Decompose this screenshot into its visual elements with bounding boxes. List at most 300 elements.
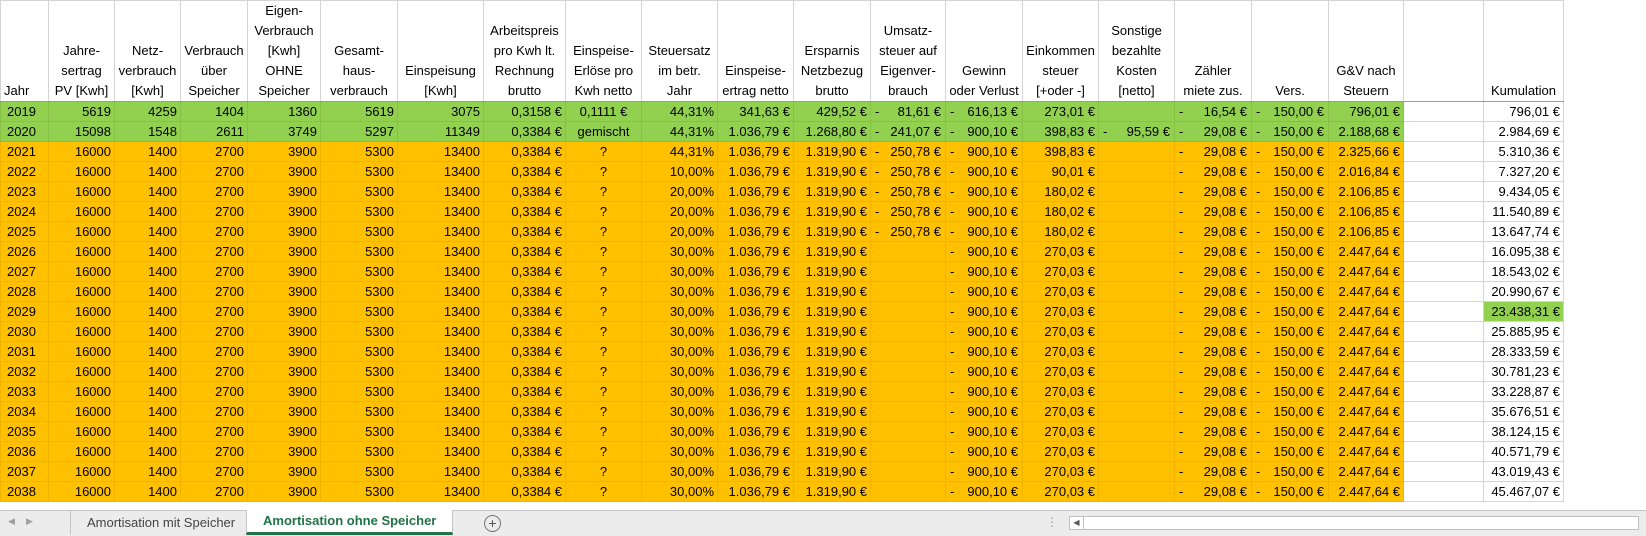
column-header[interactable]: Zähler miete zus.	[1175, 1, 1252, 102]
table-cell[interactable]	[1175, 122, 1252, 142]
table-cell[interactable]: 13400	[398, 442, 484, 462]
table-cell[interactable]: 1.268,80 €	[794, 122, 871, 142]
table-cell[interactable]: 2700	[181, 322, 248, 342]
cumulation-cell[interactable]: 30.781,23 €	[1484, 362, 1564, 382]
table-cell[interactable]: 1.319,90 €	[794, 402, 871, 422]
table-cell[interactable]: 1.036,79 €	[718, 262, 794, 282]
table-cell[interactable]: 13400	[398, 142, 484, 162]
cumulation-cell[interactable]: 2.984,69 €	[1484, 122, 1564, 142]
table-cell[interactable]	[946, 142, 1023, 162]
table-cell[interactable]: 1.036,79 €	[718, 242, 794, 262]
table-cell[interactable]	[871, 342, 946, 362]
table-cell[interactable]: 398,83 €	[1023, 142, 1099, 162]
table-cell[interactable]: 13400	[398, 342, 484, 362]
table-cell[interactable]: 13400	[398, 422, 484, 442]
table-cell[interactable]	[946, 102, 1023, 122]
year-cell[interactable]: 2034	[1, 402, 49, 422]
table-cell[interactable]: 1.036,79 €	[718, 362, 794, 382]
cumulation-cell[interactable]: 35.676,51 €	[1484, 402, 1564, 422]
table-cell[interactable]: 13400	[398, 322, 484, 342]
table-cell[interactable]	[1404, 402, 1484, 422]
table-cell[interactable]: 5300	[321, 302, 398, 322]
table-cell[interactable]: 3900	[248, 482, 321, 502]
cumulation-cell[interactable]: 796,01 €	[1484, 102, 1564, 122]
table-cell[interactable]: 1.036,79 €	[718, 182, 794, 202]
table-cell[interactable]	[871, 422, 946, 442]
table-cell[interactable]: 13400	[398, 362, 484, 382]
table-cell[interactable]: 16000	[49, 162, 115, 182]
tab-amortisation-mit-speicher[interactable]: Amortisation mit Speicher	[70, 511, 252, 535]
table-cell[interactable]: 1.036,79 €	[718, 322, 794, 342]
table-cell[interactable]	[871, 282, 946, 302]
table-cell[interactable]: 2.447,64 €	[1329, 362, 1404, 382]
table-cell[interactable]: 429,52 €	[794, 102, 871, 122]
table-cell[interactable]: 15098	[49, 122, 115, 142]
table-cell[interactable]: 0,3384 €	[484, 362, 566, 382]
table-cell[interactable]	[1175, 282, 1252, 302]
cumulation-cell[interactable]: 33.228,87 €	[1484, 382, 1564, 402]
table-cell[interactable]: 5300	[321, 322, 398, 342]
table-cell[interactable]	[1175, 462, 1252, 482]
table-cell[interactable]	[1099, 162, 1175, 182]
table-cell[interactable]	[1252, 442, 1329, 462]
table-cell[interactable]: 5297	[321, 122, 398, 142]
table-cell[interactable]: 1.319,90 €	[794, 422, 871, 442]
table-cell[interactable]: 16000	[49, 482, 115, 502]
table-cell[interactable]: ?	[566, 322, 642, 342]
table-cell[interactable]	[1404, 382, 1484, 402]
table-cell[interactable]: 16000	[49, 202, 115, 222]
table-cell[interactable]	[871, 442, 946, 462]
table-cell[interactable]	[946, 382, 1023, 402]
table-cell[interactable]: 5619	[49, 102, 115, 122]
table-cell[interactable]: 0,3158 €	[484, 102, 566, 122]
table-cell[interactable]: 13400	[398, 202, 484, 222]
table-cell[interactable]: 1400	[115, 282, 181, 302]
table-cell[interactable]: 1.319,90 €	[794, 162, 871, 182]
table-cell[interactable]: 0,3384 €	[484, 302, 566, 322]
table-cell[interactable]: 5300	[321, 382, 398, 402]
table-cell[interactable]: 2.447,64 €	[1329, 382, 1404, 402]
table-cell[interactable]	[871, 102, 946, 122]
column-header[interactable]: G&V nach Steuern	[1329, 1, 1404, 102]
table-cell[interactable]	[871, 482, 946, 502]
table-cell[interactable]: 16000	[49, 402, 115, 422]
table-cell[interactable]: 30,00%	[642, 362, 718, 382]
table-cell[interactable]: 3900	[248, 242, 321, 262]
table-cell[interactable]: 1.319,90 €	[794, 202, 871, 222]
table-cell[interactable]: 2700	[181, 402, 248, 422]
table-cell[interactable]	[1099, 302, 1175, 322]
column-header[interactable]: Vers.	[1252, 1, 1329, 102]
year-cell[interactable]: 2026	[1, 242, 49, 262]
cumulation-cell[interactable]: 11.540,89 €	[1484, 202, 1564, 222]
table-cell[interactable]	[1252, 262, 1329, 282]
table-cell[interactable]: 2700	[181, 242, 248, 262]
table-cell[interactable]	[1404, 482, 1484, 502]
table-cell[interactable]	[1175, 422, 1252, 442]
table-cell[interactable]: 16000	[49, 322, 115, 342]
table-cell[interactable]	[871, 262, 946, 282]
table-cell[interactable]: 180,02 €	[1023, 182, 1099, 202]
table-cell[interactable]: 2.447,64 €	[1329, 342, 1404, 362]
cumulation-cell[interactable]: 40.571,79 €	[1484, 442, 1564, 462]
table-cell[interactable]	[1099, 322, 1175, 342]
table-cell[interactable]	[1099, 422, 1175, 442]
year-cell[interactable]: 2029	[1, 302, 49, 322]
table-cell[interactable]: 2.447,64 €	[1329, 322, 1404, 342]
table-cell[interactable]: 180,02 €	[1023, 202, 1099, 222]
table-cell[interactable]	[946, 442, 1023, 462]
table-cell[interactable]	[1175, 402, 1252, 422]
table-cell[interactable]: 13400	[398, 182, 484, 202]
table-cell[interactable]: 3900	[248, 322, 321, 342]
table-cell[interactable]	[871, 302, 946, 322]
table-cell[interactable]	[1404, 102, 1484, 122]
table-cell[interactable]: ?	[566, 282, 642, 302]
table-cell[interactable]: ?	[566, 162, 642, 182]
table-cell[interactable]	[946, 202, 1023, 222]
table-cell[interactable]: 5300	[321, 282, 398, 302]
table-cell[interactable]: 13400	[398, 462, 484, 482]
cumulation-cell[interactable]: 16.095,38 €	[1484, 242, 1564, 262]
table-cell[interactable]: 3900	[248, 262, 321, 282]
table-cell[interactable]: 270,03 €	[1023, 442, 1099, 462]
table-cell[interactable]	[1099, 222, 1175, 242]
table-cell[interactable]	[1404, 442, 1484, 462]
table-cell[interactable]: 270,03 €	[1023, 342, 1099, 362]
table-cell[interactable]: 1400	[115, 382, 181, 402]
table-cell[interactable]: 1404	[181, 102, 248, 122]
table-cell[interactable]: 16000	[49, 382, 115, 402]
table-cell[interactable]	[1404, 122, 1484, 142]
table-cell[interactable]	[1252, 282, 1329, 302]
table-cell[interactable]	[946, 282, 1023, 302]
table-cell[interactable]: 1.319,90 €	[794, 262, 871, 282]
table-cell[interactable]: 270,03 €	[1023, 382, 1099, 402]
table-cell[interactable]: 2700	[181, 202, 248, 222]
table-cell[interactable]: 0,3384 €	[484, 242, 566, 262]
table-cell[interactable]: 273,01 €	[1023, 102, 1099, 122]
table-cell[interactable]: 0,3384 €	[484, 162, 566, 182]
table-cell[interactable]	[871, 402, 946, 422]
table-cell[interactable]	[871, 142, 946, 162]
table-cell[interactable]	[1175, 202, 1252, 222]
table-cell[interactable]: 30,00%	[642, 382, 718, 402]
table-cell[interactable]	[871, 182, 946, 202]
table-cell[interactable]: 341,63 €	[718, 102, 794, 122]
table-cell[interactable]: 2700	[181, 422, 248, 442]
table-cell[interactable]: 1400	[115, 462, 181, 482]
table-cell[interactable]: 3900	[248, 462, 321, 482]
table-cell[interactable]: 44,31%	[642, 122, 718, 142]
table-cell[interactable]: 270,03 €	[1023, 282, 1099, 302]
table-cell[interactable]: 1.036,79 €	[718, 282, 794, 302]
table-cell[interactable]: 270,03 €	[1023, 262, 1099, 282]
table-cell[interactable]	[1252, 142, 1329, 162]
table-cell[interactable]: 13400	[398, 242, 484, 262]
table-cell[interactable]: 270,03 €	[1023, 302, 1099, 322]
table-cell[interactable]: 90,01 €	[1023, 162, 1099, 182]
table-cell[interactable]	[1099, 122, 1175, 142]
year-cell[interactable]: 2028	[1, 282, 49, 302]
table-cell[interactable]: 1.036,79 €	[718, 202, 794, 222]
table-cell[interactable]: 0,1111 €	[566, 102, 642, 122]
table-cell[interactable]: 16000	[49, 302, 115, 322]
table-cell[interactable]: 1.036,79 €	[718, 422, 794, 442]
table-cell[interactable]	[1175, 222, 1252, 242]
table-cell[interactable]: 1.319,90 €	[794, 342, 871, 362]
column-header[interactable]: Einspeise-ertrag netto	[718, 1, 794, 102]
table-cell[interactable]	[1099, 282, 1175, 302]
table-cell[interactable]	[1175, 382, 1252, 402]
table-cell[interactable]: 2.447,64 €	[1329, 402, 1404, 422]
table-cell[interactable]: 30,00%	[642, 342, 718, 362]
table-cell[interactable]: 5300	[321, 242, 398, 262]
plus-circle-icon[interactable]: +	[484, 515, 501, 532]
table-cell[interactable]: 13400	[398, 162, 484, 182]
table-cell[interactable]	[1099, 442, 1175, 462]
table-cell[interactable]: 2700	[181, 162, 248, 182]
table-cell[interactable]: 5300	[321, 422, 398, 442]
table-cell[interactable]: 1.319,90 €	[794, 242, 871, 262]
table-cell[interactable]: 1400	[115, 142, 181, 162]
table-cell[interactable]: 1400	[115, 222, 181, 242]
table-cell[interactable]: 2700	[181, 462, 248, 482]
table-cell[interactable]	[946, 342, 1023, 362]
table-cell[interactable]: 3900	[248, 342, 321, 362]
table-cell[interactable]: ?	[566, 262, 642, 282]
table-cell[interactable]	[1252, 382, 1329, 402]
table-cell[interactable]	[1404, 462, 1484, 482]
cumulation-cell[interactable]: 43.019,43 €	[1484, 462, 1564, 482]
table-cell[interactable]: 10,00%	[642, 162, 718, 182]
table-cell[interactable]	[946, 462, 1023, 482]
table-cell[interactable]: 0,3384 €	[484, 122, 566, 142]
table-cell[interactable]: 1.036,79 €	[718, 302, 794, 322]
table-cell[interactable]	[871, 242, 946, 262]
table-cell[interactable]: 5619	[321, 102, 398, 122]
table-cell[interactable]: 3749	[248, 122, 321, 142]
table-cell[interactable]: 2.106,85 €	[1329, 182, 1404, 202]
cumulation-cell[interactable]: 25.885,95 €	[1484, 322, 1564, 342]
table-cell[interactable]: 30,00%	[642, 322, 718, 342]
table-cell[interactable]: 1400	[115, 442, 181, 462]
table-cell[interactable]: 2611	[181, 122, 248, 142]
year-cell[interactable]: 2035	[1, 422, 49, 442]
table-cell[interactable]: ?	[566, 382, 642, 402]
table-cell[interactable]	[1404, 222, 1484, 242]
year-cell[interactable]: 2036	[1, 442, 49, 462]
table-cell[interactable]	[1099, 102, 1175, 122]
table-cell[interactable]: 11349	[398, 122, 484, 142]
table-cell[interactable]: ?	[566, 362, 642, 382]
table-cell[interactable]: 2.447,64 €	[1329, 482, 1404, 502]
table-cell[interactable]: 1.036,79 €	[718, 382, 794, 402]
table-cell[interactable]	[1404, 202, 1484, 222]
table-cell[interactable]	[1175, 142, 1252, 162]
table-cell[interactable]	[946, 182, 1023, 202]
table-cell[interactable]: 16000	[49, 282, 115, 302]
table-cell[interactable]	[1175, 362, 1252, 382]
table-cell[interactable]	[1252, 362, 1329, 382]
column-header[interactable]: Jahr	[1, 1, 49, 102]
table-cell[interactable]: 4259	[115, 102, 181, 122]
table-cell[interactable]: 0,3384 €	[484, 422, 566, 442]
table-cell[interactable]	[946, 242, 1023, 262]
table-cell[interactable]	[1175, 182, 1252, 202]
table-cell[interactable]: 5300	[321, 362, 398, 382]
horizontal-scrollbar[interactable]	[1069, 516, 1639, 530]
table-cell[interactable]: 13400	[398, 282, 484, 302]
table-cell[interactable]: ?	[566, 442, 642, 462]
table-cell[interactable]	[1099, 342, 1175, 362]
table-cell[interactable]	[1099, 462, 1175, 482]
table-cell[interactable]: 30,00%	[642, 482, 718, 502]
cumulation-cell[interactable]: 45.467,07 €	[1484, 482, 1564, 502]
table-cell[interactable]: 1.319,90 €	[794, 462, 871, 482]
table-cell[interactable]: 2.447,64 €	[1329, 302, 1404, 322]
table-cell[interactable]: 270,03 €	[1023, 402, 1099, 422]
table-cell[interactable]: 5300	[321, 182, 398, 202]
table-cell[interactable]: 3900	[248, 282, 321, 302]
table-cell[interactable]	[1404, 242, 1484, 262]
table-cell[interactable]: 2700	[181, 482, 248, 502]
table-cell[interactable]: 1.036,79 €	[718, 402, 794, 422]
year-cell[interactable]: 2030	[1, 322, 49, 342]
table-cell[interactable]: 16000	[49, 342, 115, 362]
table-cell[interactable]: 5300	[321, 442, 398, 462]
table-cell[interactable]: 13400	[398, 402, 484, 422]
table-cell[interactable]: 1.036,79 €	[718, 142, 794, 162]
table-cell[interactable]: 0,3384 €	[484, 402, 566, 422]
table-cell[interactable]	[1099, 382, 1175, 402]
table-cell[interactable]: 3900	[248, 382, 321, 402]
table-cell[interactable]	[1099, 402, 1175, 422]
table-cell[interactable]: 30,00%	[642, 402, 718, 422]
year-cell[interactable]: 2037	[1, 462, 49, 482]
table-cell[interactable]: 1.036,79 €	[718, 462, 794, 482]
year-cell[interactable]: 2031	[1, 342, 49, 362]
table-cell[interactable]: 30,00%	[642, 442, 718, 462]
column-header[interactable]	[1404, 1, 1484, 102]
cumulation-cell[interactable]: 7.327,20 €	[1484, 162, 1564, 182]
table-cell[interactable]: 398,83 €	[1023, 122, 1099, 142]
column-header[interactable]: Eigen-Verbrauch [Kwh] OHNE Speicher	[248, 1, 321, 102]
table-cell[interactable]: ?	[566, 182, 642, 202]
table-cell[interactable]: 1548	[115, 122, 181, 142]
table-cell[interactable]	[1175, 102, 1252, 122]
table-cell[interactable]: 1.319,90 €	[794, 282, 871, 302]
table-cell[interactable]: 3900	[248, 142, 321, 162]
table-cell[interactable]: 5300	[321, 402, 398, 422]
table-cell[interactable]: ?	[566, 222, 642, 242]
table-cell[interactable]: 1.319,90 €	[794, 142, 871, 162]
table-cell[interactable]	[1252, 482, 1329, 502]
table-cell[interactable]	[1175, 302, 1252, 322]
table-cell[interactable]	[946, 122, 1023, 142]
table-cell[interactable]: 16000	[49, 362, 115, 382]
table-cell[interactable]: 0,3384 €	[484, 462, 566, 482]
table-cell[interactable]: 16000	[49, 182, 115, 202]
table-cell[interactable]: 5300	[321, 162, 398, 182]
table-cell[interactable]: 1.319,90 €	[794, 222, 871, 242]
table-cell[interactable]: 2.447,64 €	[1329, 422, 1404, 442]
table-cell[interactable]: 2700	[181, 222, 248, 242]
table-cell[interactable]: 1.319,90 €	[794, 442, 871, 462]
year-cell[interactable]: 2022	[1, 162, 49, 182]
table-cell[interactable]: 180,02 €	[1023, 222, 1099, 242]
table-cell[interactable]: 0,3384 €	[484, 342, 566, 362]
table-cell[interactable]	[946, 262, 1023, 282]
table-cell[interactable]: ?	[566, 202, 642, 222]
column-header[interactable]: Netz-verbrauch [Kwh]	[115, 1, 181, 102]
table-cell[interactable]	[1404, 182, 1484, 202]
column-header[interactable]: Jahre-sertrag PV [Kwh]	[49, 1, 115, 102]
table-cell[interactable]: 3900	[248, 222, 321, 242]
table-cell[interactable]: 44,31%	[642, 142, 718, 162]
table-cell[interactable]: 1.319,90 €	[794, 482, 871, 502]
cumulation-cell[interactable]: 13.647,74 €	[1484, 222, 1564, 242]
column-header[interactable]: Steuersatz im betr. Jahr	[642, 1, 718, 102]
table-cell[interactable]	[871, 222, 946, 242]
table-cell[interactable]: 1400	[115, 262, 181, 282]
column-header[interactable]: Einspeisung [Kwh]	[398, 1, 484, 102]
table-cell[interactable]: 5300	[321, 222, 398, 242]
table-cell[interactable]: 16000	[49, 262, 115, 282]
table-cell[interactable]: 2700	[181, 382, 248, 402]
table-cell[interactable]	[1099, 482, 1175, 502]
year-cell[interactable]: 2019	[1, 102, 49, 122]
table-cell[interactable]: 2700	[181, 282, 248, 302]
table-cell[interactable]	[1175, 262, 1252, 282]
table-cell[interactable]: 3075	[398, 102, 484, 122]
table-cell[interactable]: 270,03 €	[1023, 482, 1099, 502]
table-cell[interactable]: 13400	[398, 262, 484, 282]
table-cell[interactable]: 5300	[321, 462, 398, 482]
table-cell[interactable]: 30,00%	[642, 422, 718, 442]
year-cell[interactable]: 2021	[1, 142, 49, 162]
table-cell[interactable]	[1252, 222, 1329, 242]
table-cell[interactable]: 2.106,85 €	[1329, 222, 1404, 242]
table-cell[interactable]: 1.319,90 €	[794, 182, 871, 202]
table-cell[interactable]	[1175, 322, 1252, 342]
table-cell[interactable]	[1252, 462, 1329, 482]
table-cell[interactable]: ?	[566, 342, 642, 362]
table-cell[interactable]: 16000	[49, 242, 115, 262]
table-cell[interactable]: 16000	[49, 462, 115, 482]
table-cell[interactable]: 270,03 €	[1023, 362, 1099, 382]
table-cell[interactable]: 0,3384 €	[484, 202, 566, 222]
table-cell[interactable]: 0,3384 €	[484, 182, 566, 202]
table-cell[interactable]	[1099, 202, 1175, 222]
table-cell[interactable]: 20,00%	[642, 222, 718, 242]
table-cell[interactable]: 2700	[181, 342, 248, 362]
column-header[interactable]: Einspeise-Erlöse pro Kwh netto	[566, 1, 642, 102]
table-cell[interactable]: 13400	[398, 482, 484, 502]
table-cell[interactable]: 5300	[321, 202, 398, 222]
table-cell[interactable]: 2700	[181, 262, 248, 282]
table-cell[interactable]: 1360	[248, 102, 321, 122]
table-cell[interactable]: 1400	[115, 202, 181, 222]
table-cell[interactable]	[1404, 362, 1484, 382]
table-cell[interactable]: 2.447,64 €	[1329, 442, 1404, 462]
table-cell[interactable]: 5300	[321, 262, 398, 282]
table-cell[interactable]: 1.036,79 €	[718, 222, 794, 242]
year-cell[interactable]: 2020	[1, 122, 49, 142]
table-cell[interactable]	[1099, 142, 1175, 162]
table-cell[interactable]: 1.319,90 €	[794, 362, 871, 382]
